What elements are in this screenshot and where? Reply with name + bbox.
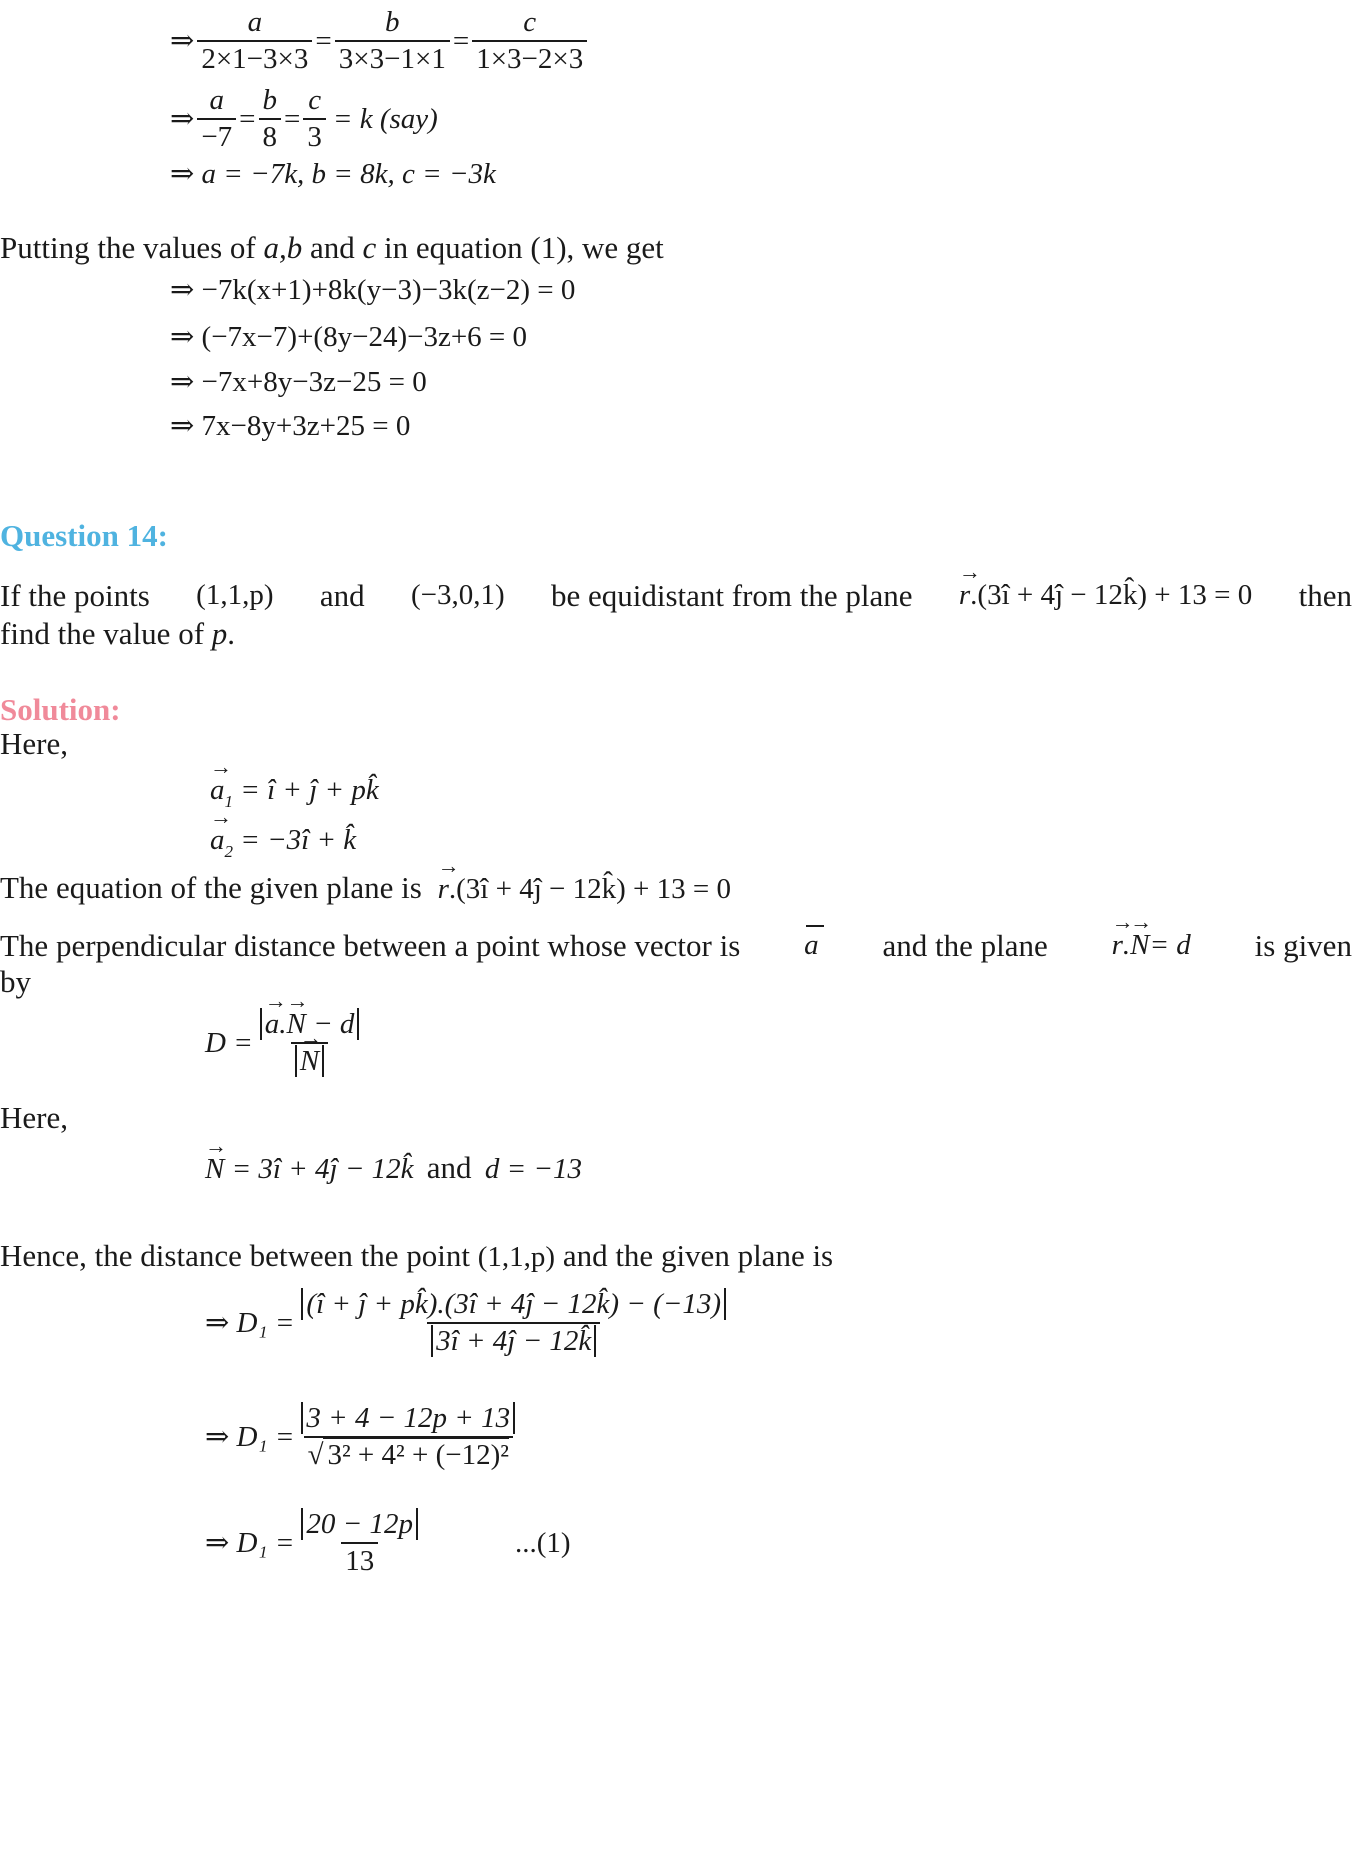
plane-rN-d: → r.→ N= d [1112, 931, 1191, 960]
substitution-step-4: ⇒ 7x−8y+3z+25 = 0 [170, 410, 411, 442]
D1-step-2: ⇒ D₁ = $\frac{3 + 4 - 12p + 13}{\text{√ 3² + 4² + (−12)²}}$ [205, 1404, 522, 1470]
D1-fraction-1: $\frac{(î + ĵ + pk̂).(3î + 4ĵ - 12k̂) - (-13)}{3î + 4ĵ - 12k̂}$ [297, 1290, 730, 1356]
implies-arrow: ⇒ [170, 24, 195, 57]
substitution-intro: Putting the values of a,b and c in equation (1), we get [0, 230, 664, 265]
vector-a1: → $a_1$ = î + ĵ + pk̂ [210, 776, 379, 810]
implies-arrow: ⇒ [170, 102, 195, 135]
given-plane-line: The equation of the given plane is → r.(3î + 4ĵ − 12k̂) + 13 = 0 [0, 872, 731, 904]
D1-step-1: ⇒ D₁ = $\frac{(î + ĵ + pk̂).(3î + 4ĵ - 12k̂) - (-13)}{3î + 4ĵ - 12k̂}$ [205, 1290, 733, 1356]
plane-equation: → r.(3î + 4ĵ − 12k̂) + 13 = 0 [438, 873, 731, 905]
D1-fraction-2: $\frac{3 + 4 - 12p + 13}{\text{√ 3² + 4² + (−12)²}}$ [297, 1404, 519, 1470]
question-line-1: If the points (1,1,p) and (−3,0,1) be equidistant from the plane → r.(3î + 4ĵ − 12k̂) + 13 = 0 then [0, 580, 1352, 611]
substitution-step-3: ⇒ −7x+8y−3z−25 = 0 [170, 366, 427, 398]
equation-tag: ...(1) [514, 1526, 571, 1559]
D1-fraction-3: $\frac{20 - 12p}{13}$ [297, 1510, 422, 1576]
fraction-c-k: $\frac{c}{3}$ [303, 86, 326, 152]
vector-a2: → $a_2$ = −3î + k̂ [210, 826, 356, 860]
fraction-b: $\frac{b}{3\times 3-1\times 1}$ [335, 8, 450, 74]
perpendicular-distance-line: The perpendicular distance between a point whose vector is a and the plane → r.→ N= d is given [0, 930, 1352, 961]
solution-heading: Solution: [0, 692, 121, 727]
question-line-2: find the value of p. [0, 616, 236, 651]
abc-values-line: ⇒ a = −7k, b = 8k, c = −3k [170, 158, 496, 190]
D1-step-3: ⇒ D₁ = $\frac{20 - 12p}{13}$ ...(1) [205, 1508, 571, 1577]
substitution-step-1: ⇒ −7k(x+1)+8k(y−3)−3k(z−2) = 0 [170, 274, 576, 306]
ratio-equation-line-1: ⇒ $\frac{a}{2\times 1-3\times 3}$ = $\frac{b}{3\times 3-1\times 1}$ = $\frac{c}{1\times 3-2\times 3}$ [170, 8, 590, 74]
by-label: by [0, 964, 31, 999]
question-heading: Question 14: [0, 518, 168, 553]
distance-fraction: → a.→ N − d → N [256, 1010, 364, 1076]
point-1: (1,1,p) [196, 579, 274, 611]
point-2: (−3,0,1) [410, 579, 505, 611]
fraction-c: $\frac{c}{1\times 3-2\times 3}$ [472, 8, 587, 74]
normal-vector-line: → N = 3î + 4ĵ − 12k̂ and d = −13 [205, 1152, 582, 1184]
hence-distance-line: Hence, the distance between the point (1,1,p) and the given plane is [0, 1238, 834, 1273]
here-label-1: Here, [0, 726, 68, 761]
k-say: = k (say) [332, 102, 438, 135]
fraction-b-k: $\frac{b}{8}$ [259, 86, 282, 152]
ratio-equation-line-2: ⇒ $\frac{a}{-7}$ = $\frac{b}{8}$ = $\frac{c}{3}$ = k (say) [170, 84, 438, 153]
here-label-2: Here, [0, 1100, 68, 1135]
fraction-a: $\frac{a}{2\times 1-3\times 3}$ [197, 8, 312, 74]
distance-formula: D = → a.→ N − d → N [205, 1010, 366, 1076]
substitution-step-2: ⇒ (−7x−7)+(8y−24)−3z+6 = 0 [170, 321, 528, 353]
fraction-a-k: $\frac{a}{-7}$ [197, 86, 236, 152]
plane-equation: → r.(3î + 4ĵ − 12k̂) + 13 = 0 [959, 581, 1252, 610]
